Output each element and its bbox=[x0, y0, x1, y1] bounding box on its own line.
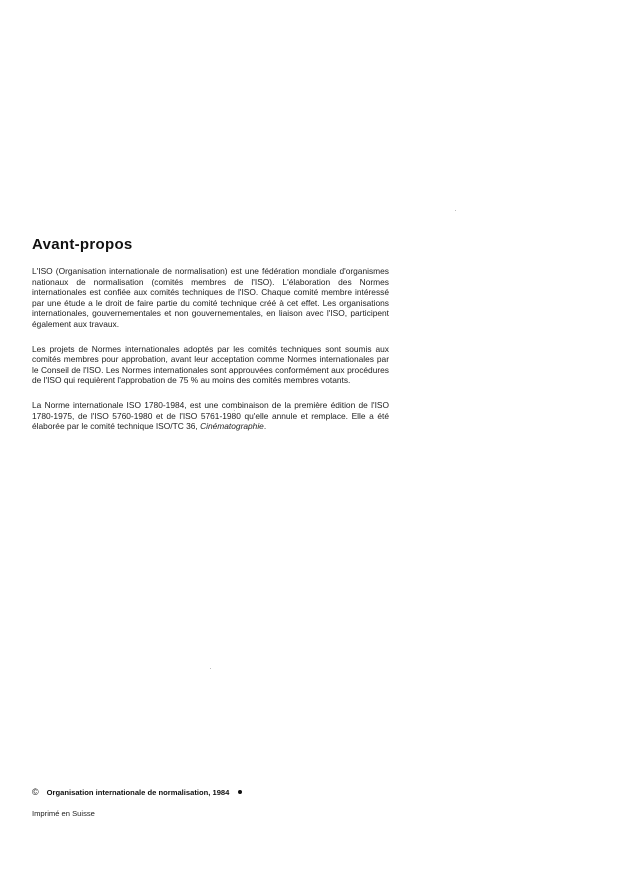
printed-in-label: Imprimé en Suisse bbox=[32, 809, 95, 818]
bullet-icon bbox=[238, 790, 242, 794]
paragraph-standard-text: La Norme internationale ISO 1780-1984, est une combinaison de la première édition de l'ISO 1780-1975, de l'ISO 5760-1980 et de l'ISO 5761-1980 qu'elle annule et remplace. Elle a été élaborée par le comité technique ISO/TC 36, bbox=[32, 399, 389, 432]
copyright-line bbox=[32, 787, 392, 797]
committee-name: Cinématographie bbox=[200, 421, 264, 432]
scan-speck bbox=[234, 410, 235, 411]
paragraph-approval: Les projets de Normes internationales adoptés par les comités techniques sont soumis aux comités membres pour approbation, avant leur acceptation comme Normes internationales par le Conseil de l'ISO. Les Normes internationales sont approuvées conformément aux procédures de l'ISO qui requièrent l'approbation de 75 % au moins des comités membres votants. bbox=[32, 343, 389, 386]
paragraph-iso-intro: L'ISO (Organisation internationale de normalisation) est une fédération mondiale d'organismes nationaux de normalisation (comités membres de l'ISO). L'élaboration des Normes internationales est confiée aux comités techniques de l'ISO. Chaque comité membre intéressé par une étude a le droit de faire partie du comité technique créé à cet effet. Les organisations internationales, gouvernementales et non gouvernementales, en liaison avec l'ISO, participent également aux travaux. bbox=[32, 266, 389, 329]
copyright-icon: © bbox=[32, 787, 39, 797]
paragraph-standard-info bbox=[32, 400, 389, 432]
scan-speck bbox=[455, 210, 456, 211]
scan-speck bbox=[210, 668, 211, 669]
paragraph-end: . bbox=[263, 421, 267, 432]
footer bbox=[32, 787, 392, 818]
copyright-text: Organisation internationale de normalisation, 1984 bbox=[46, 787, 230, 797]
foreword-section bbox=[32, 236, 389, 446]
page-title: Avant-propos bbox=[32, 236, 133, 253]
